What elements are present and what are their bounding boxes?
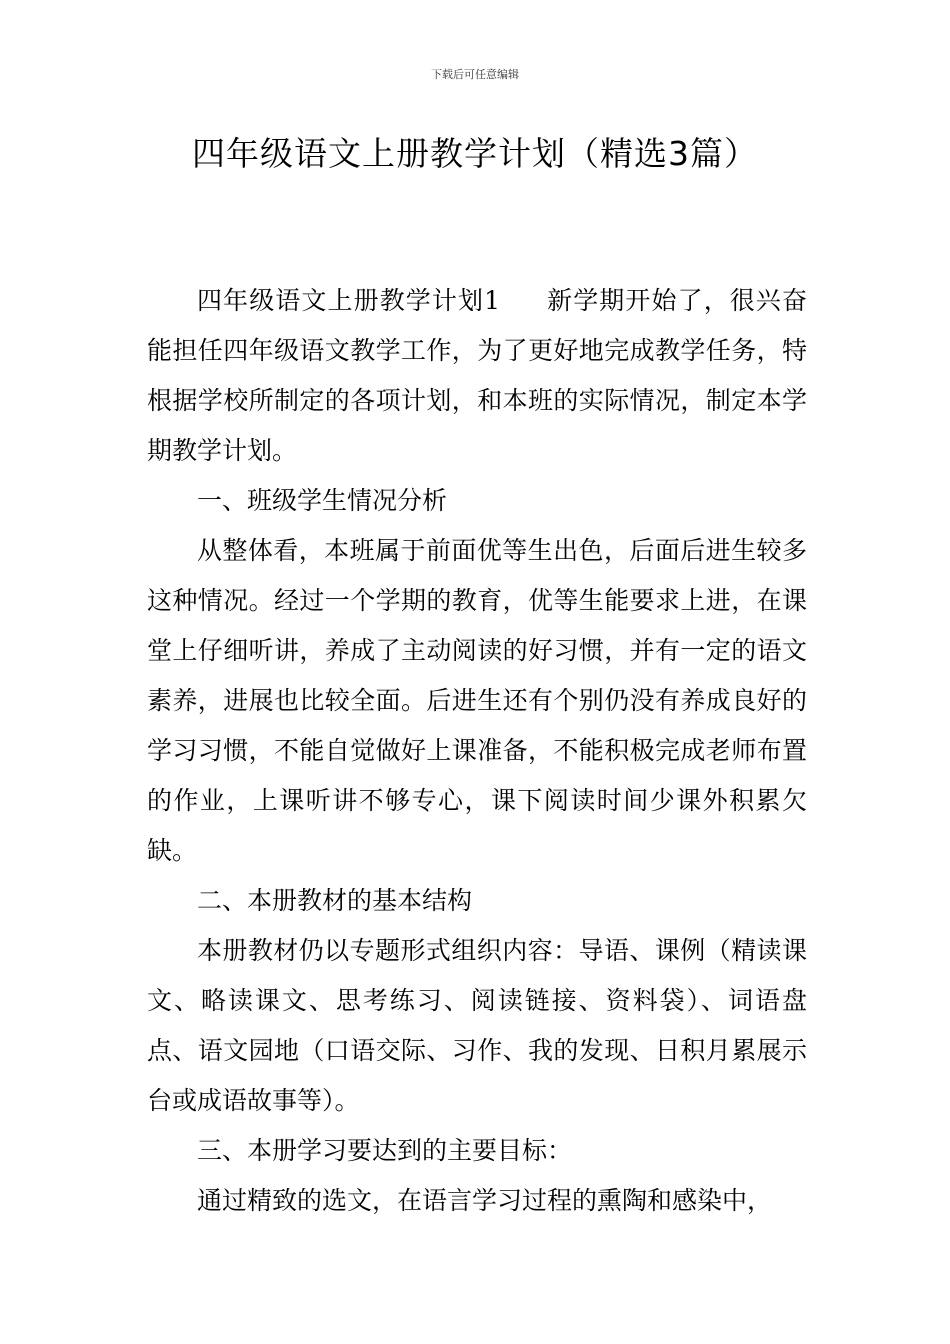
section-heading-3: 三、本册学习要达到的主要目标： <box>197 1136 573 1165</box>
document-body <box>147 276 807 1226</box>
body-paragraph-2: 本册教材仍以专题形式组织内容：导语、课例（精读课文、略读课文、思考练习、阅读链接、资料袋）、词语盘点、语文园地（口语交际、习作、我的发现、日积月累展示台或成语故事等）。 <box>147 936 807 1115</box>
section-heading-2: 二、本册教材的基本结构 <box>197 886 473 915</box>
plan-heading: 四年级语文上册教学计划1 <box>197 286 500 315</box>
intro-paragraph <box>147 276 807 476</box>
header-note: 下载后可任意编辑 <box>431 68 519 81</box>
page-title: 四年级语文上册教学计划（精选3篇） <box>192 134 758 173</box>
section-heading-1: 一、班级学生情况分析 <box>197 486 448 515</box>
body-paragraph-1: 从整体看，本班属于前面优等生出色，后面后进生较多这种情况。经过一个学期的教育，优等生能要求上进，在课堂上仔细听讲，养成了主动阅读的好习惯，并有一定的语文素养，进展也比较全面。后进生还有个别仍没有养成良好的学习习惯，不能自觉做好上课准备，不能积极完成老师布置的作业，上课听讲不够专心，课下阅读时间少课外积累欠缺。 <box>147 536 807 865</box>
intro-text: 新学期开始了，很兴奋能担任四年级语文教学工作，为了更好地完成教学任务，特根据学校所制定的各项计划，和本班的实际情况，制定本学期教学计划。 <box>147 286 807 465</box>
body-paragraph-3: 通过精致的选文，在语言学习过程的熏陶和感染中， <box>197 1186 773 1215</box>
